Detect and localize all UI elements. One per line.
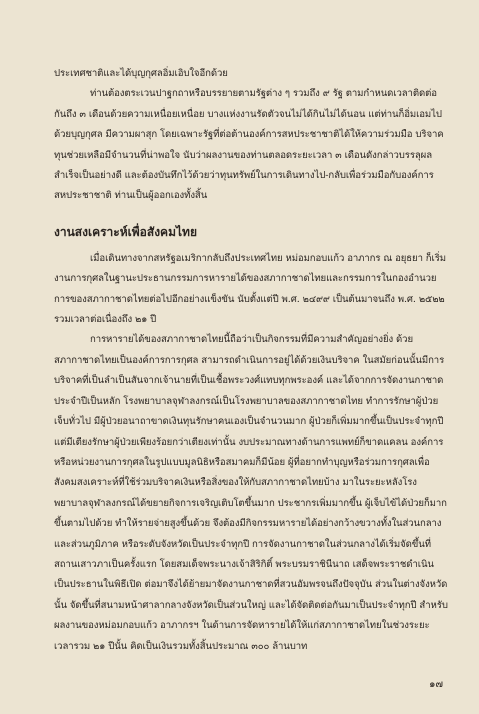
section-paragraph-2: การหารายได้ของสภากาชาดไทยนี้ถือว่าเป็นกิจกรรมที่มีความสำคัญอย่างยิ่ง ด้วยสภากาชาดไทยเป็นองค์การการกุศล สามารถดำเนินการอยู่ได้ด้วยเงินบริจาค ในสมัยก่อนนั้นมีการบริจาคที่เป็นลำเป็นสันจากเจ้านายที่เป็นเชื้อพระวงศ์แทบทุกพระองค์ และได้จากการจัดงานกาชาดประจำปีเป็นหลัก โรงพยาบาลจุฬาลงกรณ์เป็นโรงพยาบาลของสภากาชาดไทย ทำการรักษาผู้ป่วยเจ็บทั่วไป มีผู้ป่วยอนาถาขาดเงินทุนรักษาคนเองเป็นจำนวนมาก ผู้ป่วยก็เพิ่มมากขึ้นเป็นประจำทุกปี แต่มีเตียงรักษาผู้ป่วยเพียงร้อยกว่าเตียงเท่านั้น งบประมาณทางด้านการแพทย์ก็ขาดแคลน องค์การหรือหน่วยงานการกุศลในรูปแบบมูลนิธิหรือสมาคมก็มีน้อย ผู้ที่อยากทำบุญหรือร่วมการกุศลเพื่อสังคมสงเคราะห์ที่ใช้ร่วมบริจาคเงินหรือสิ่งของให้กับสภากาชาดไทยบ้าง มาในระยะหลังโรงพยาบาลจุฬาลงกรณ์ได้ขยายกิจการเจริญเติบโตขึ้นมาก ประชากรเพิ่มมากขึ้น ผู้เจ็บไข้ได้ป่วยก็มากขึ้นตามไปด้วย ทำให้รายจ่ายสูงขึ้นด้วย จึงต้องมีกิจกรรมหารายได้อย่างกว้างขวางทั้งในส่วนกลางและส่วนภูมิภาค หรือระดับจังหวัดเป็นประจำทุกปี การจัดงานกาชาดในส่วนกลางได้เริ่มจัดขึ้นที่สถานเสาวภาเป็นครั้งแรก โดยสมเด็จพระนางเจ้าสิริกิติ์ พระบรมราชินีนาถ เสด็จพระราชดำเนินเป็นประธานในพิธีเปิด ต่อมาจึงได้ย้ายมาจัดงานกาชาดที่สวนอัมพรจนถึงปัจจุบัน ส่วนในต่างจังหวัดนั้น จัดขึ้นที่สนามหน้าศาลากลางจังหวัดเป็นส่วนใหญ่ และได้จัดติดต่อกันมาเป็นประจำทุกปี สำหรับผลงานของหม่อมกอบแก้ว อาภากรฯ ในด้านการจัดหารายได้ให้แก่สภากาชาดไทยในช่วงระยะเวลารวม ๒๑ ปีนั้น คิดเป็นเงินรวมทั้งสิ้นประมาณ ๓๐๐ ล้านบาท (54, 334, 448, 652)
page-number: ๑๗ (429, 679, 443, 690)
intro-paragraph: ท่านต้องตระเวนปาฐกถาหรือบรรยายตามรัฐต่าง ๆ รวมถึง ๙ รัฐ ตามกำหนดเวลาติดต่อกันถึง ๓ เดือนด้วยความเหนื่อยเหนื่อย บางแห่งงานรัดตัวจนไม่ได้กินไม่ได้นอน แต่ท่านก็อิ่มเอมไปด้วยบุญกุศล มีความผาสุก โดยเฉพาะรัฐที่ต่อต้านองค์การสหประชาชาติได้ให้ความร่วมมือ บริจาคทุนช่วยเหลือมีจำนวนที่น่าพอใจ นับว่าผลงานของท่านตลอดระยะเวลา ๓ เดือนดังกล่าวบรรลุผลสำเร็จเป็นอย่างดี และต้องบันทึกไว้ด้วยว่าทุนทรัพย์ในการเดินทางไป-กลับเพื่อร่วมมือกับองค์การสหประชาชาติ ท่านเป็นผู้ออกเองทั้งสิ้น (54, 88, 444, 202)
section-heading: งานสงเคราะห์เพื่อสังคมไทย (54, 224, 197, 239)
section-paragraph-1: เมื่อเดินทางจากสหรัฐอเมริกากลับถึงประเทศไทย หม่อมกอบแก้ว อาภากร ณ อยุธยา ก็เริ่มงานการกุศลในฐานะประธานกรรมการหารายได้ของสภากาชาดไทยและกรรมการในกองอำนวยการของสภากาชาดไทยต่อไปอีกอย่างแข็งขัน นับตั้งแต่ปี พ.ศ. ๒๔๙๙ เป็นต้นมาจนถึง พ.ศ. ๒๕๒๒ รวมเวลาต่อเนื่องถึง ๒๑ ปี (54, 252, 446, 326)
intro-line: ประเทศชาติและได้บุญกุศลอิ่มเอิบใจอีกด้วย (54, 68, 228, 79)
